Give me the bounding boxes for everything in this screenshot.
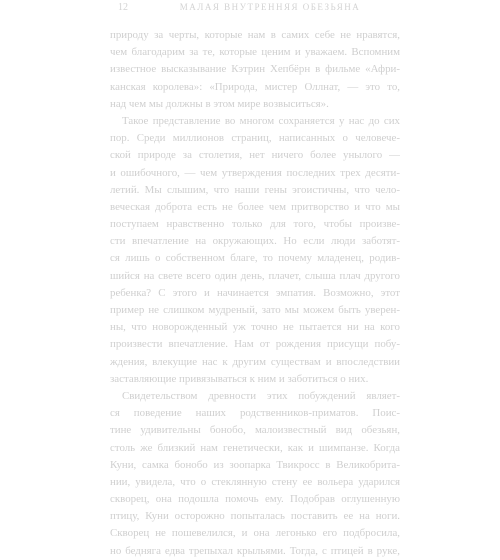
text-line: сти впечатление на окружающих. Но если люди заботят- (110, 235, 400, 248)
body-text (110, 27, 400, 560)
text-line: природу за черты, которые нам в самих себе не нравятся, (110, 29, 400, 41)
page-number: 12 (118, 2, 128, 13)
text-line: Скворец не пошевелился, и она легонько его подбросила, (110, 527, 400, 540)
running-head-title: МАЛАЯ ВНУТРЕННЯЯ ОБЕЗЬЯНА (179, 2, 361, 12)
text-line: канская королева»: «Природа, мистер Оллнат, — это то, (110, 80, 400, 93)
text-line: пример не слишком мудреный, зато мы можем быть уверен- (110, 304, 400, 316)
text-line: Свидетельством древности этих побуждений являет- (122, 389, 400, 402)
text-line: ны, что новорожденный уж точно не пытается ни на кого (110, 321, 400, 334)
text-line: пор. Среди миллионов страниц, написанных о человече- (110, 132, 400, 145)
text-line: птицу, Куни осторожно попыталась поставить ее на ноги. (110, 510, 400, 523)
text-line: летий. Мы слышим, что наши гены эгоистичны, что чело- (110, 183, 400, 196)
text-line: известное высказывание Кэтрин Хепбёрн в фильме «Афри- (110, 63, 400, 76)
text-line: столь же близкий нам генетически, как и шимпанзе. Когда (110, 441, 400, 454)
text-line: ся лишь о собственном благе, то почему младенец, родив- (110, 252, 400, 265)
text-line: над чем мы должны в этом мире возвыситься». (110, 97, 329, 110)
text-line: заставляющие привязываться к ним и заботиться о них. (110, 372, 369, 385)
text-line: шийся на свете всего один день, плачет, слыша плач другого (110, 269, 400, 282)
text-line: нии, увидела, что о стеклянную стену ее вольера ударился (110, 475, 400, 488)
text-line: ся поведение наших родственников-приматов. Поис- (110, 407, 400, 420)
text-line: ждения, влекущие нас к другим существам и впоследствии (110, 355, 400, 368)
text-line: Куни, самка бонобо из зоопарка Твикросс в Великобрита- (110, 458, 400, 471)
text-line: ской природе за столетия, нет ничего более унылого — (110, 149, 400, 162)
text-line: поступаем нравственно только для того, чтобы произве- (110, 218, 400, 231)
text-line: произвести впечатление. Нам от рождения присущи побу- (110, 338, 400, 351)
text-line: скворец, она подошла помочь ему. Подобрав оглушенную (110, 493, 400, 506)
text-line: веческая доброта есть не более чем притворство и что мы (110, 200, 400, 213)
text-line: и ошибочного, — чем утверждения последних трех десяти- (110, 166, 400, 179)
text-line: Такое представление во многом сохраняется у нас до сих (122, 114, 400, 127)
running-head (100, 2, 440, 16)
text-line: чем благодарим за те, которые ценим и уважаем. Вспомним (110, 46, 400, 59)
text-line: тине удивительны бонобо, малоизвестный вид обезьян, (110, 424, 400, 437)
text-line: ребенка? С этого и начинается эмпатия. Возможно, этот (110, 286, 400, 299)
text-line: но бедняга едва трепыхал крыльями. Тогда, с птицей в руке, (110, 544, 400, 557)
